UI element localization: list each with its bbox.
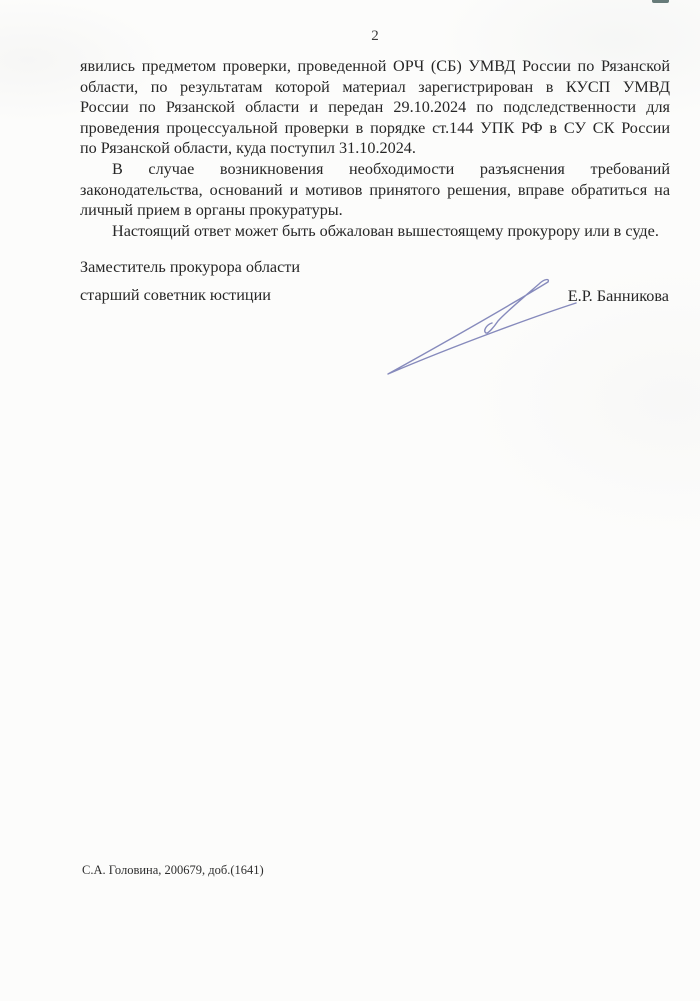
- handwritten-signature: [380, 270, 590, 386]
- paragraph-1-line: России по Рязанской области и передан 29.10.2024 по подследственности для: [80, 98, 670, 117]
- paragraph-1-line: по Рязанской области, куда поступил 31.10.2024.: [80, 139, 416, 158]
- signer-position-line-2: старший советник юстиции: [80, 286, 271, 304]
- signer-name: Е.Р. Банникова: [567, 287, 669, 305]
- paragraph-1-line: области, по результатам которой материал зарегистрирован в КУСП УМВД: [80, 77, 670, 96]
- paragraph-3-line: Настоящий ответ может быть обжалован вышестоящему прокурору или в суде.: [112, 221, 659, 240]
- paragraph-1-line: проведения процессуальной проверки в порядке ст.144 УПК РФ в СУ СК России: [80, 118, 670, 137]
- paragraph-1-line: явились предметом проверки, проведенной ОРЧ (СБ) УМВД России по Рязанской: [80, 57, 670, 75]
- document-body: [80, 56, 670, 241]
- paragraph-2-line: В случае возникновения необходимости разъяснения требований: [112, 159, 670, 178]
- executor-contact-note: С.А. Головина, 200679, доб.(1641): [82, 863, 264, 877]
- paragraph-2-line: личный прием в органы прокуратуры.: [80, 201, 343, 220]
- signer-position-line-1: Заместитель прокурора области: [80, 258, 301, 276]
- paragraph-2-line: законодательства, оснований и мотивов принятого решения, вправе обратиться на: [80, 180, 670, 199]
- page-number: 2: [371, 28, 379, 44]
- scan-artifact-mark: [652, 0, 669, 3]
